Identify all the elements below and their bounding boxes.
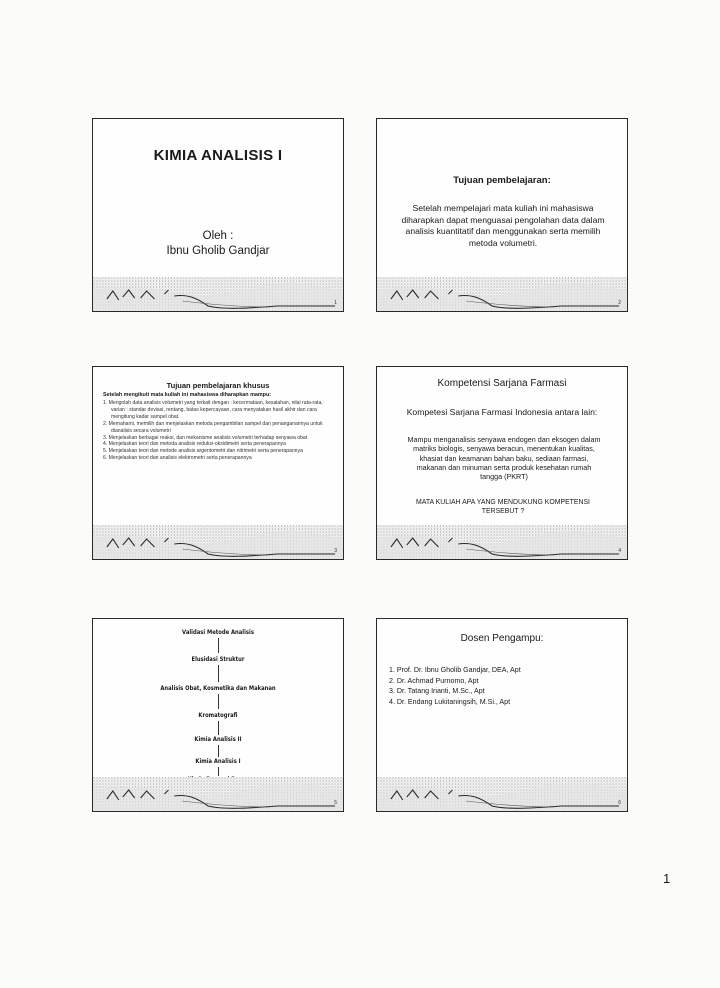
list-item: 1. Prof. Dr. Ibnu Gholib Gandjar, DEA, Apt [389, 666, 521, 674]
list-item: 6. Menjelaskan teori dan analisis elektrometri serta penerapannya [103, 455, 252, 462]
slide-author-block [93, 229, 343, 259]
slide-number: 4 [618, 548, 621, 554]
slide-footer-art [377, 525, 627, 559]
slide-title: KIMIA ANALISIS I [153, 147, 283, 164]
slide-1 [92, 118, 344, 312]
author-name: Ibnu Gholib Gandjar [166, 245, 270, 257]
chain-arrow [218, 694, 219, 709]
list-item: 1. Mengolah data analisis volumetri yang terkait dengan : kecermataan, kesalahan, nilai rata-rata, varian : standar deviasi, rentang, batas kepercayaan, cara menyatakan hasil akhir dan cara mengitung kadar sampel obat. [103, 400, 323, 420]
chain-node: Analisis Obat, Kosmetika dan Makanan [160, 685, 276, 692]
slide-number: 5 [334, 800, 337, 806]
slide-footer-art [93, 777, 343, 811]
slide-footer-art [377, 777, 627, 811]
slide-5 [92, 618, 344, 812]
slide-2 [376, 118, 628, 312]
slide-number: 6 [618, 800, 621, 806]
list-item: 2. Dr. Achmad Purnomo, Apt [389, 676, 479, 685]
slide-4 [376, 366, 628, 560]
by-label: Oleh : [202, 230, 234, 242]
chain-arrow [218, 665, 219, 682]
slide-intro: Setelah mengikuti mata kuliah ini mahasiswa diharapkan mampu: [103, 392, 272, 398]
slide-number: 2 [618, 300, 621, 306]
slide-heading: Dosen Pengampu: [460, 633, 544, 644]
slide-question: MATA KULIAH APA YANG MENDUKUNG KOMPETENSI TERSEBUT ? [416, 499, 590, 516]
slide-heading: Tujuan pembelajaran khusus [166, 381, 270, 390]
list-item: 4. Menjelaskan teori dan metoda analisis reduksi-oksidimetri serta penerapannya [103, 441, 286, 448]
chain-arrow [218, 745, 219, 757]
objectives-list [103, 400, 337, 462]
chain-arrow [218, 638, 219, 653]
chain-node: Elusidasi Struktur [191, 656, 245, 663]
chain-arrow [218, 721, 219, 735]
list-item: 4. Dr. Endang Lukitaningsih, M.Si., Apt [389, 697, 511, 706]
chain-arrow [218, 767, 219, 776]
slide-footer-art [93, 525, 343, 559]
slide-body: Mampu menganalisis senyawa endogen dan eksogen dalam matriks biologis, senyawa beracun, menentukan kualitas, khasiat dan keamanan bahan baku, sediaan farmasi, makanan dan minuman serta produk kesehatan rumah tangga (PKRT) [407, 435, 601, 482]
list-item: 2. Memahami, memilih dan menjelaskan metoda pengambilan sampel dan penanganannya untuk dianalisis secara volumetri [103, 420, 323, 434]
slide-6 [376, 618, 628, 812]
list-item: 3. Menjelaskan berbagai reaksi, dan mekanisme analisis volumetri terhadap senyawa obat [103, 434, 308, 441]
slide-heading: Kompetensi Sarjana Farmasi [437, 378, 567, 389]
slide-footer-art [93, 277, 343, 311]
chain-node: Kimia Analisis II [194, 736, 242, 743]
page-number: 1 [663, 871, 671, 886]
chain-node: Validasi Metode Analisis [182, 629, 254, 636]
slide-heading: Tujuan pembelajaran: [453, 175, 551, 186]
chain-node: Kromatografi [198, 712, 238, 719]
chain-node: Kimia Analisis I [195, 758, 241, 765]
slide-number: 3 [334, 548, 337, 554]
slide-body: Setelah mempelajari mata kuliah ini mahasiswa diharapkan dapat menguasai pengolahan data dalam analisis kuantitatif dan menggunakan serta memilih metoda volumetri. [401, 203, 605, 248]
lecturer-list [389, 665, 521, 707]
list-item: 5. Menjelaskan teori dan metode analisis argentometri dan nitrimetri serta penerapannya [103, 448, 303, 455]
slide-footer-art [377, 277, 627, 311]
slide-number: 1 [334, 300, 337, 306]
slide-3 [92, 366, 344, 560]
slide-subheading: Kompetesi Sarjana Farmasi Indonesia antara lain: [406, 407, 598, 417]
list-item: 3. Dr. Tatang Irianti, M.Sc., Apt [389, 687, 485, 696]
